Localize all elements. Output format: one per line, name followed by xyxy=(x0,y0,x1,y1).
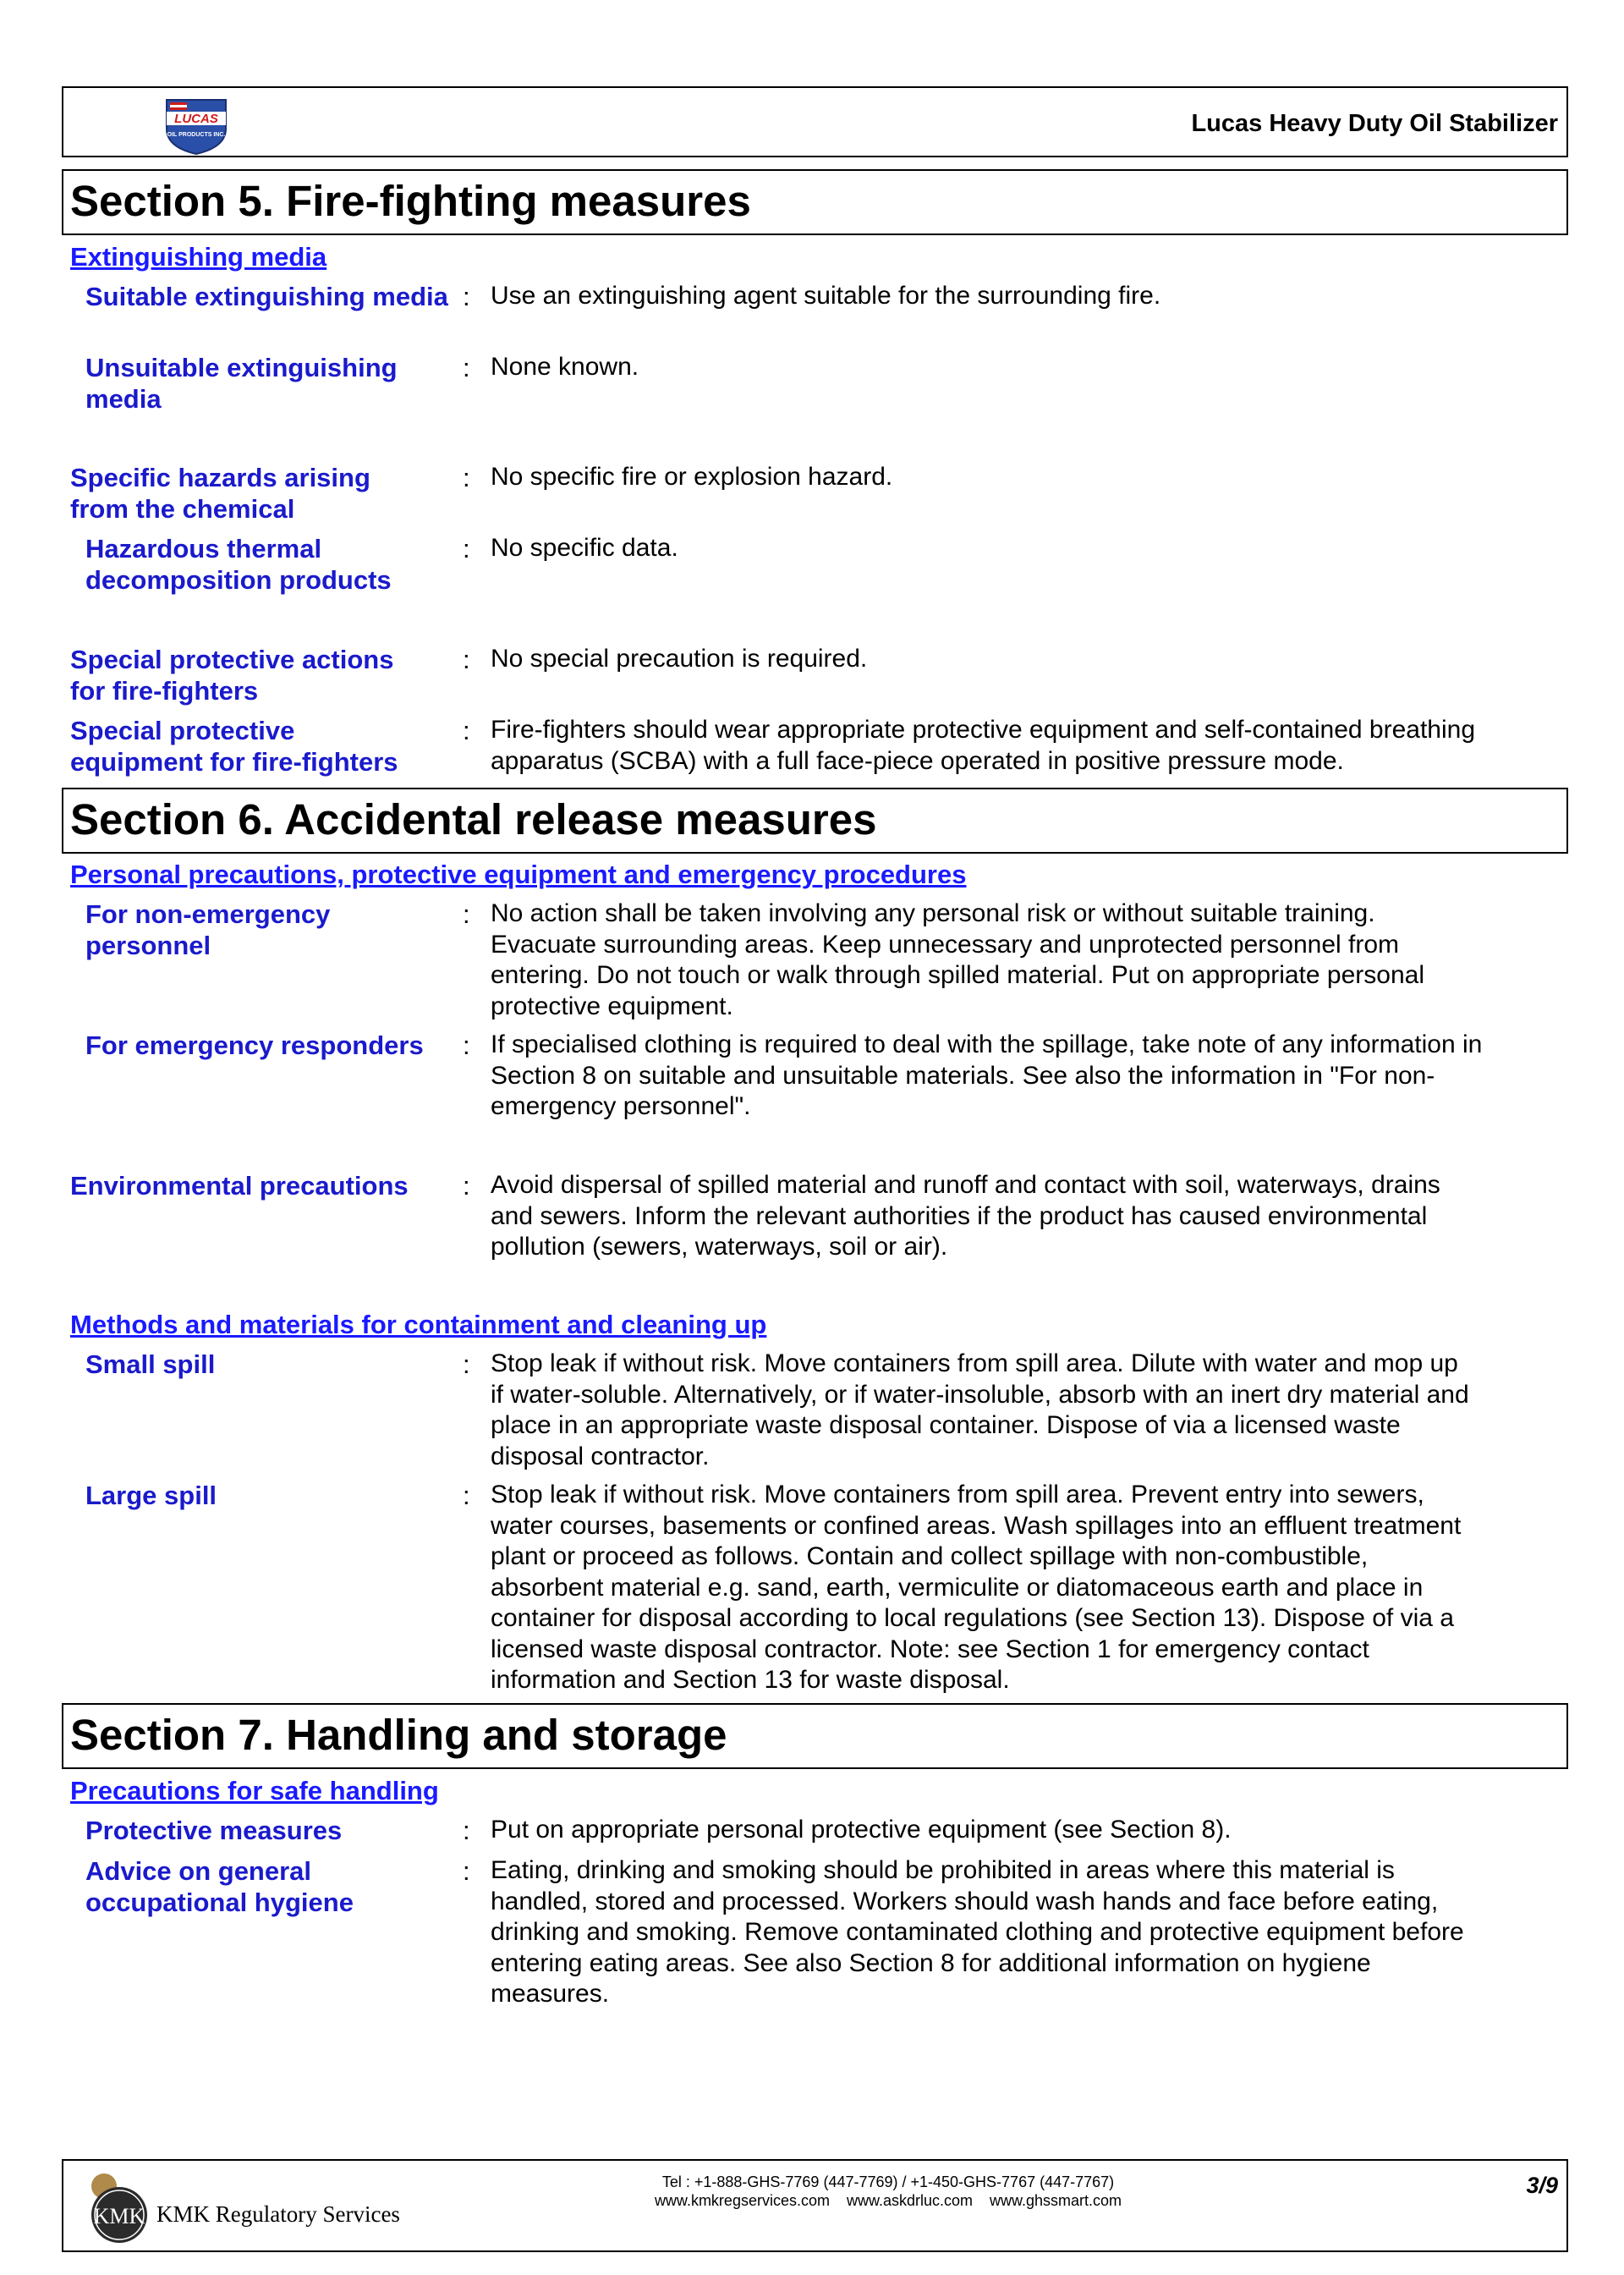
row-value: Use an extinguishing agent suitable for the surrounding fire. xyxy=(491,282,1161,310)
row-label: Specific hazards arising from the chemical xyxy=(70,463,370,524)
svg-text:LUCAS: LUCAS xyxy=(174,112,218,126)
personal-precautions-heading: Personal precautions, protective equipment and emergency procedures xyxy=(70,860,967,889)
containment-methods-heading: Methods and materials for containment and cleaning up xyxy=(70,1310,767,1339)
lucas-logo xyxy=(158,95,234,156)
row-separator: : xyxy=(463,716,470,745)
safe-handling-heading: Precautions for safe handling xyxy=(70,1776,439,1805)
footer-contact xyxy=(537,2173,1239,2210)
row-value: Stop leak if without risk. Move containers from spill area. Prevent entry into sewers, water courses, basements or confined areas. Wash spillages into an effluent treatment plant or proceed as follows. Contain and collect spillage with non-combustible, absorbent material e.g. sand, earth, vermiculite or diatomaceous earth and place in container for disposal according to local regulations (see Section 13). Dispose of via a licensed waste disposal contractor. Note: see Section 1 for emergency contact information and Section 13 for waste disposal. xyxy=(491,1481,1462,1694)
section-5-title: Section 5. Fire-fighting measures xyxy=(70,177,751,225)
row-label: Special protective equipment for fire-fighters xyxy=(70,716,398,777)
section-7-title: Section 7. Handling and storage xyxy=(70,1711,727,1759)
row-value: Put on appropriate personal protective equipment (see Section 8). xyxy=(491,1816,1232,1844)
row-separator: : xyxy=(463,1030,470,1060)
kmk-company-name: KMK Regulatory Services xyxy=(156,2201,400,2227)
svg-text:OIL PRODUCTS INC.: OIL PRODUCTS INC. xyxy=(167,132,226,138)
row-separator: : xyxy=(463,899,470,929)
row-label: Special protective actions for fire-fighters xyxy=(70,645,394,706)
row-value: Fire-fighters should wear appropriate protective equipment and self-contained breathing apparatus (SCBA) with a full face-piece operated in positive pressure mode. xyxy=(491,716,1476,775)
row-separator: : xyxy=(463,1349,470,1379)
row-value: No action shall be taken involving any personal risk or without suitable training. Evacuate surrounding areas. Keep unnecessary and unprotected personnel from entering. Do not touch or walk through spilled material. Put on appropriate personal protective equipment. xyxy=(491,899,1424,1020)
row-label: Protective measures xyxy=(85,1816,343,1845)
row-separator: : xyxy=(463,353,470,382)
row-label: For non-emergency personnel xyxy=(85,899,331,960)
row-label: For emergency responders xyxy=(85,1030,424,1060)
section-6-title: Section 6. Accidental release measures xyxy=(70,795,877,844)
extinguishing-media-heading: Extinguishing media xyxy=(70,242,327,272)
row-value: Avoid dispersal of spilled material and runoff and contact with soil, waterways, drains and sewers. Inform the relevant authorities if the product has caused environmental pollution (sewers, waterways, soil or air). xyxy=(491,1171,1440,1261)
page-number: 3/9 xyxy=(1526,2173,1558,2198)
row-separator: : xyxy=(463,1856,470,1886)
footer-tel: Tel : +1-888-GHS-7769 (447-7769) / +1-450-GHS-7767 (447-7767) xyxy=(661,2173,1115,2190)
row-label: Unsuitable extinguishing media xyxy=(85,353,398,414)
row-value: No specific data. xyxy=(491,534,678,562)
kmk-logo xyxy=(85,2171,153,2245)
section-5-header xyxy=(62,169,1568,235)
row-value: None known. xyxy=(491,353,639,381)
row-separator: : xyxy=(463,282,470,311)
svg-text:KMK: KMK xyxy=(93,2204,145,2228)
row-separator: : xyxy=(463,1481,470,1510)
row-label: Environmental precautions xyxy=(70,1171,409,1201)
row-separator: : xyxy=(463,645,470,674)
row-value: Eating, drinking and smoking should be prohibited in areas where this material is handled, stored and processed. Workers should wash hands and face before eating, drinking and smoking. Remove contaminated clothing and protective equipment before entering eating areas. See also Section 8 for additional information on hygiene measures. xyxy=(491,1856,1464,2008)
row-value: Stop leak if without risk. Move containers from spill area. Dilute with water and mop up if water-soluble. Alternatively, or if water-insoluble, absorb with an inert dry material and place in an appropriate waste disposal container. Dispose of via a licensed waste disposal contractor. xyxy=(491,1349,1469,1470)
row-separator: : xyxy=(463,463,470,492)
section-7-header xyxy=(62,1703,1568,1769)
row-value: No specific fire or explosion hazard. xyxy=(491,463,893,491)
row-label: Advice on general occupational hygiene xyxy=(85,1856,354,1917)
row-label: Hazardous thermal decomposition products xyxy=(85,534,392,595)
section-6-header xyxy=(62,788,1568,854)
row-value: If specialised clothing is required to deal with the spillage, take note of any information in Section 8 on suitable and unsuitable materials. See also the information in "For non- emergency personnel". xyxy=(491,1030,1483,1120)
product-name: Lucas Heavy Duty Oil Stabilizer xyxy=(1191,110,1558,137)
row-separator: : xyxy=(463,534,470,563)
row-label: Suitable extinguishing media xyxy=(85,282,448,311)
row-value: No special precaution is required. xyxy=(491,645,868,673)
row-label: Small spill xyxy=(85,1349,216,1379)
row-separator: : xyxy=(463,1816,470,1845)
page-header xyxy=(62,86,1568,157)
footer-web: www.kmkregservices.com www.askdrluc.com www.ghssmart.com xyxy=(654,2192,1122,2209)
row-label: Large spill xyxy=(85,1481,217,1510)
row-separator: : xyxy=(463,1171,470,1201)
page-footer xyxy=(62,2159,1568,2252)
